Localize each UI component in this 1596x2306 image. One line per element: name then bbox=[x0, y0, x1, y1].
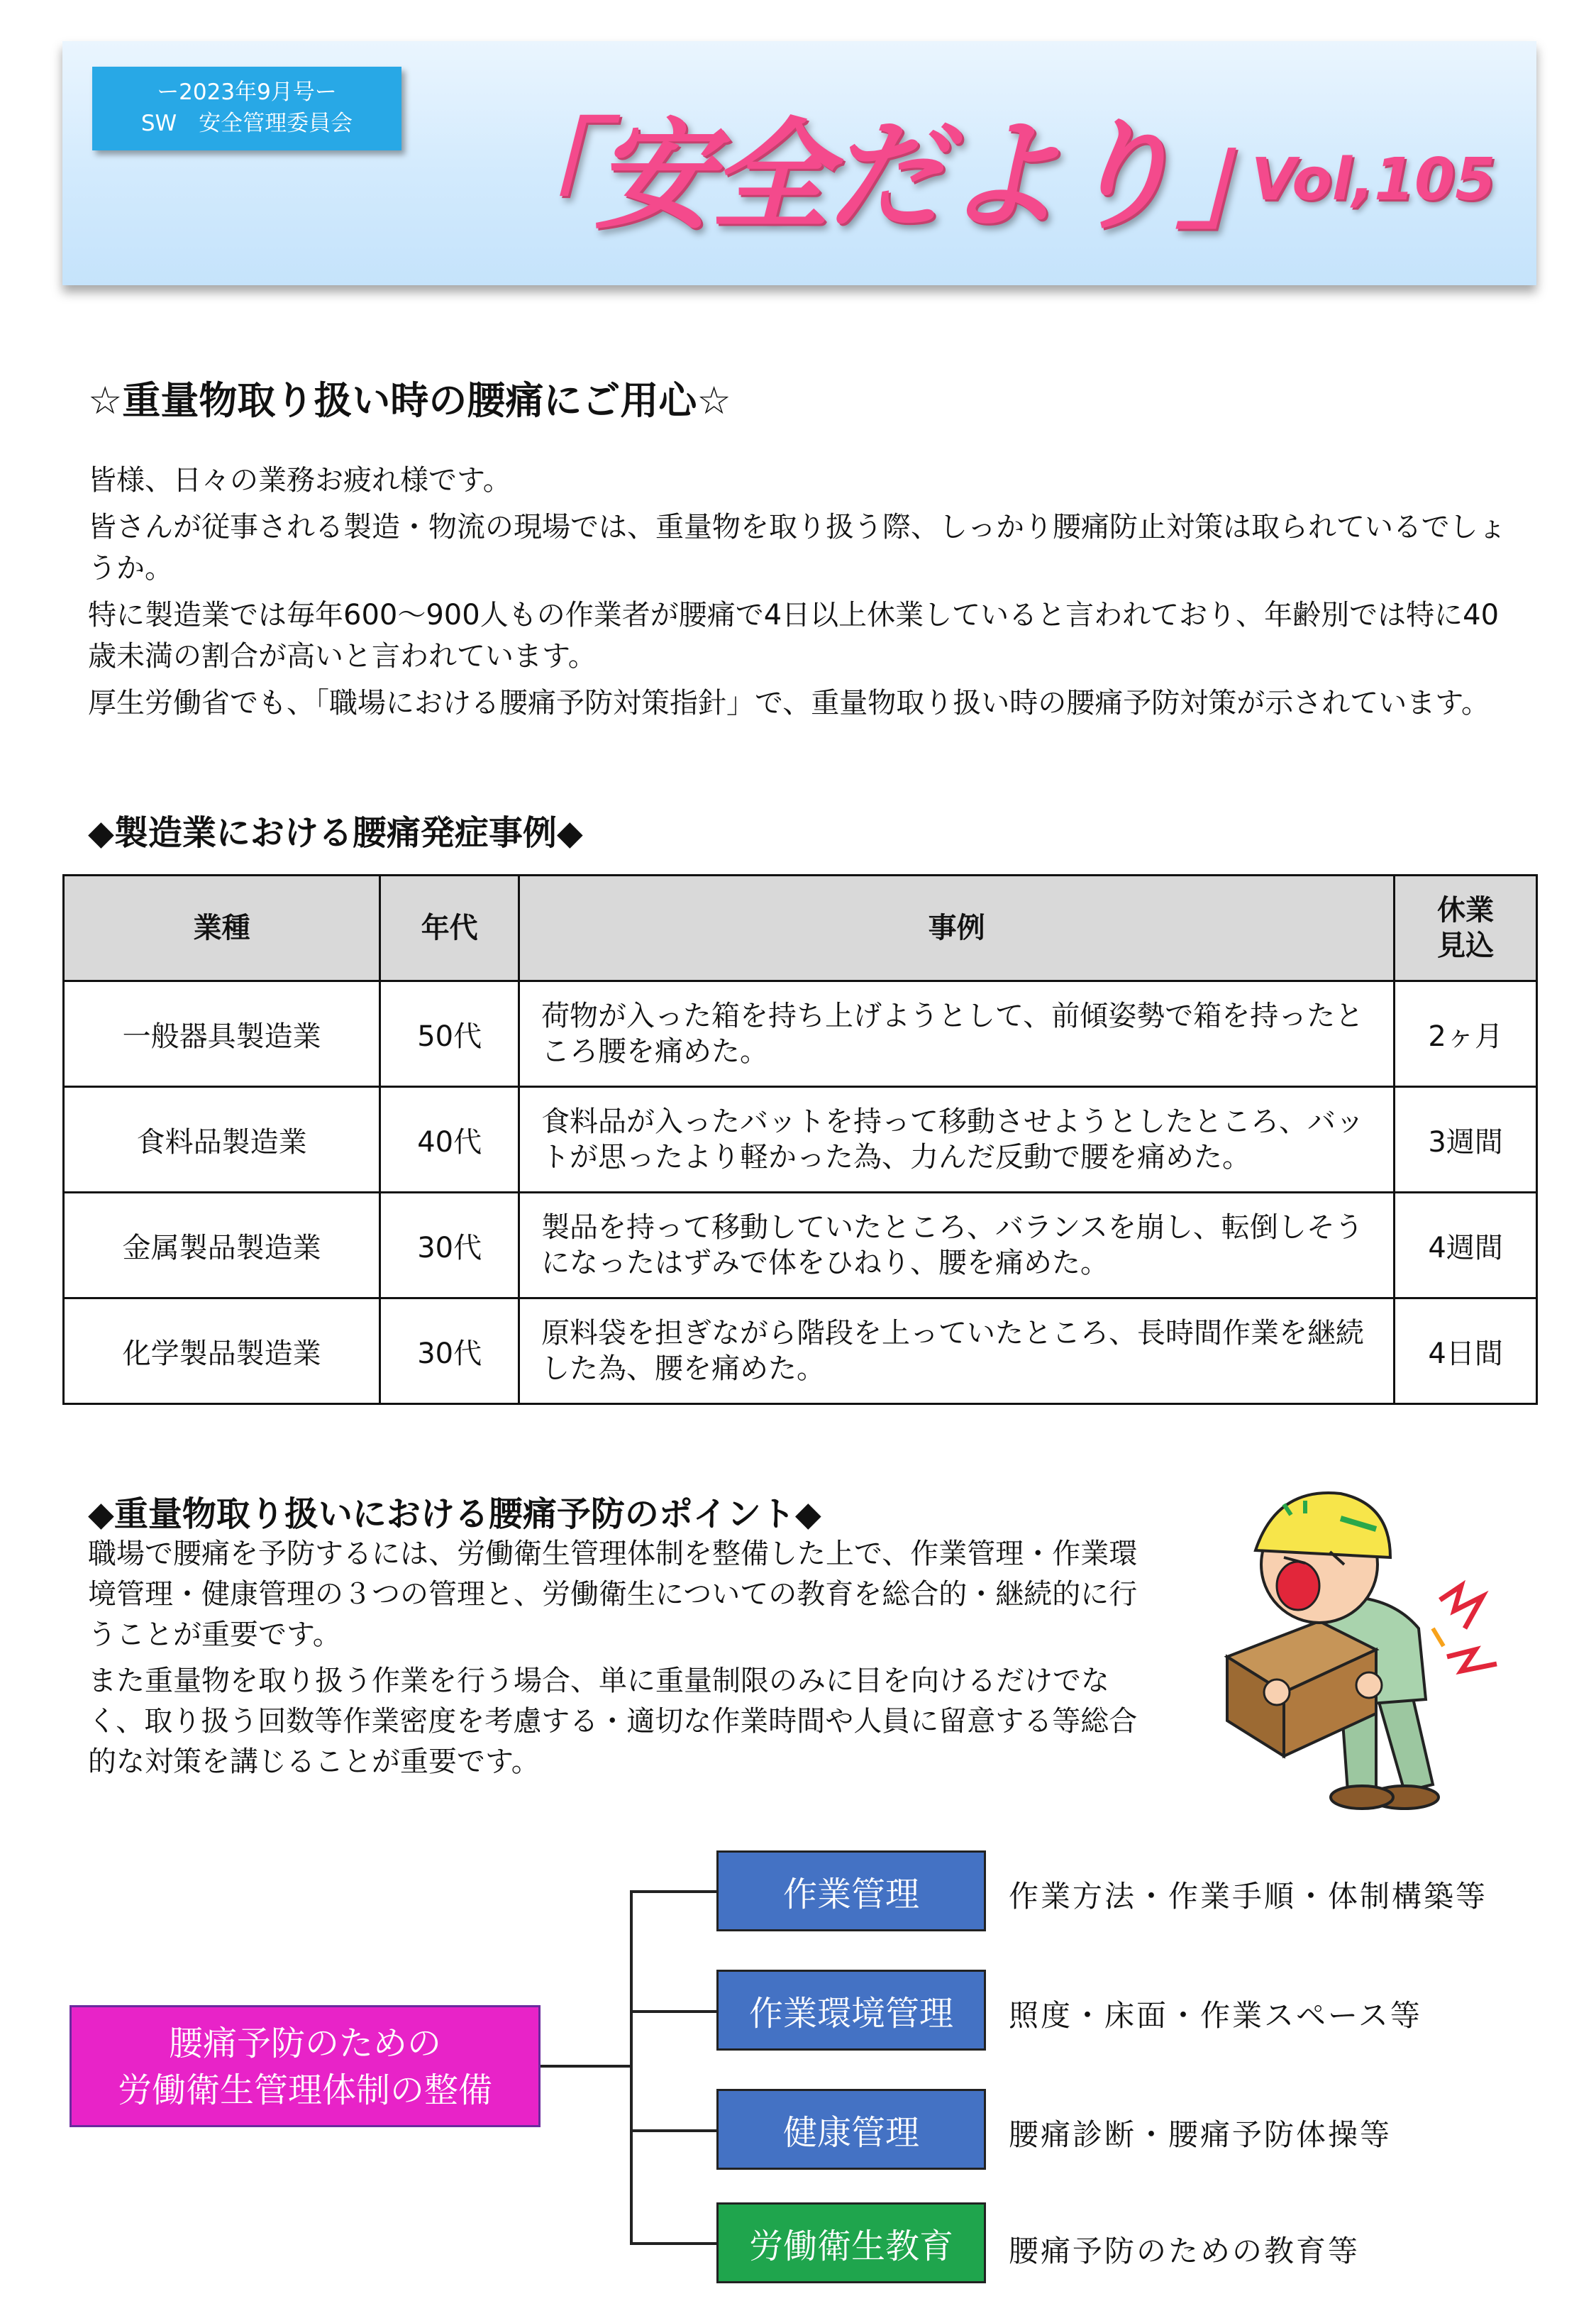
cell-case: 食料品が入ったバットを持って移動させようとしたところ、バットが思ったより軽かった為、力んだ反動で腰を痛めた。 bbox=[519, 1087, 1395, 1193]
committee-name: SW 安全管理委員会 bbox=[140, 111, 353, 136]
cell-leave: 4週間 bbox=[1395, 1193, 1537, 1298]
work-management-box: 作業管理 bbox=[716, 1850, 986, 1931]
table-row bbox=[64, 1087, 1537, 1193]
cases-heading: ◆製造業における腰痛発症事例◆ bbox=[88, 813, 583, 853]
cell-case: 荷物が入った箱を持ち上げようとして、前傾姿勢で箱を持ったところ腰を痛めた。 bbox=[519, 981, 1395, 1087]
newsletter-header bbox=[62, 41, 1536, 285]
cell-case: 製品を持って移動していたところ、バランスを崩し、転倒しそうになったはずみで体をひねり、腰を痛めた。 bbox=[519, 1193, 1395, 1298]
intro-text bbox=[88, 460, 1507, 729]
root-line2: 労働衛生管理体制の整備 bbox=[117, 2070, 492, 2110]
column-header-leave bbox=[1395, 876, 1537, 981]
table-row bbox=[64, 1193, 1537, 1298]
cell-leave: 2ヶ月 bbox=[1395, 981, 1537, 1087]
connector-line bbox=[630, 2242, 718, 2245]
cell-industry: 一般器具製造業 bbox=[64, 981, 380, 1087]
column-header-industry: 業種 bbox=[64, 876, 380, 981]
intro-paragraph: 特に製造業では毎年600～900人もの作業者が腰痛で4日以上休業していると言われており、年齢別では特に40歳未満の割合が高いと言われています。 bbox=[88, 599, 1500, 673]
cell-industry: 化学製品製造業 bbox=[64, 1298, 380, 1404]
table-header-row bbox=[64, 876, 1537, 981]
newsletter-title: 「安全だより」 bbox=[478, 106, 1292, 246]
headline: ☆重量物取り扱い時の腰痛にご用心☆ bbox=[88, 378, 731, 423]
points-paragraph: 職場で腰痛を予防するには、労働衛生管理体制を整備した上で、作業管理・作業環境管理・健康管理の３つの管理と、労働衛生についての教育を総合的・継続的に行うことが重要です。 bbox=[88, 1538, 1138, 1651]
work-environment-desc: 照度・床面・作業スペース等 bbox=[1009, 1998, 1422, 2033]
cell-age: 50代 bbox=[380, 981, 519, 1087]
points-heading: ◆重量物取り扱いにおける腰痛予防のポイント◆ bbox=[88, 1494, 821, 1534]
cell-age: 30代 bbox=[380, 1193, 519, 1298]
cell-leave: 4日間 bbox=[1395, 1298, 1537, 1404]
table-row bbox=[64, 981, 1537, 1087]
cell-leave: 3週間 bbox=[1395, 1087, 1537, 1193]
cell-industry: 食料品製造業 bbox=[64, 1087, 380, 1193]
intro-paragraph: 厚生労働省でも、「職場における腰痛予防対策指針」で、重量物取り扱い時の腰痛予防対策が示されています。 bbox=[88, 687, 1490, 719]
connector-line bbox=[630, 2129, 718, 2132]
health-education-box: 労働衛生教育 bbox=[716, 2202, 986, 2283]
points-text bbox=[88, 1534, 1152, 1788]
cases-table bbox=[62, 874, 1538, 1405]
work-management-desc: 作業方法・作業手順・体制構築等 bbox=[1009, 1879, 1488, 1914]
column-header-age: 年代 bbox=[380, 876, 519, 981]
intro-paragraph: 皆様、日々の業務お疲れ様です。 bbox=[88, 464, 511, 497]
cell-age: 30代 bbox=[380, 1298, 519, 1404]
health-education-desc: 腰痛予防のための教育等 bbox=[1009, 2234, 1361, 2268]
connector-line bbox=[630, 1890, 718, 1893]
intro-paragraph: 皆さんが従事される製造・物流の現場では、重量物を取り扱う際、しっかり腰痛防止対策は取られているでしょうか。 bbox=[88, 511, 1507, 585]
cell-age: 40代 bbox=[380, 1087, 519, 1193]
health-management-box: 健康管理 bbox=[716, 2089, 986, 2170]
issue-label bbox=[92, 67, 401, 150]
root-line1: 腰痛予防のための bbox=[168, 2024, 441, 2063]
cell-case: 原料袋を担ぎながら階段を上っていたところ、長時間作業を継続した為、腰を痛めた。 bbox=[519, 1298, 1395, 1404]
leave-header-line2: 見込 bbox=[1437, 929, 1495, 962]
points-paragraph: また重量物を取り扱う作業を行う場合、単に重量制限のみに目を向けるだけでなく、取り扱う回数等作業密度を考慮する・適切な作業時間や人員に留意する等総合的な対策を講じることが重要です。 bbox=[88, 1665, 1138, 1778]
health-management-desc: 腰痛診断・腰痛予防体操等 bbox=[1009, 2117, 1392, 2152]
column-header-case: 事例 bbox=[519, 876, 1395, 981]
volume-number: Vol,105 bbox=[1251, 146, 1496, 214]
root-box bbox=[70, 2005, 541, 2127]
connector-line bbox=[630, 1890, 633, 2245]
worker-back-pain-illustration bbox=[1199, 1479, 1518, 1813]
leave-header-line1: 休業 bbox=[1437, 894, 1495, 927]
work-environment-box: 作業環境管理 bbox=[716, 1970, 986, 2051]
issue-date: ー2023年9月号ー bbox=[157, 79, 337, 105]
connector-line bbox=[630, 2010, 718, 2013]
connector-line bbox=[541, 2065, 631, 2068]
cell-industry: 金属製品製造業 bbox=[64, 1193, 380, 1298]
table-row bbox=[64, 1298, 1537, 1404]
